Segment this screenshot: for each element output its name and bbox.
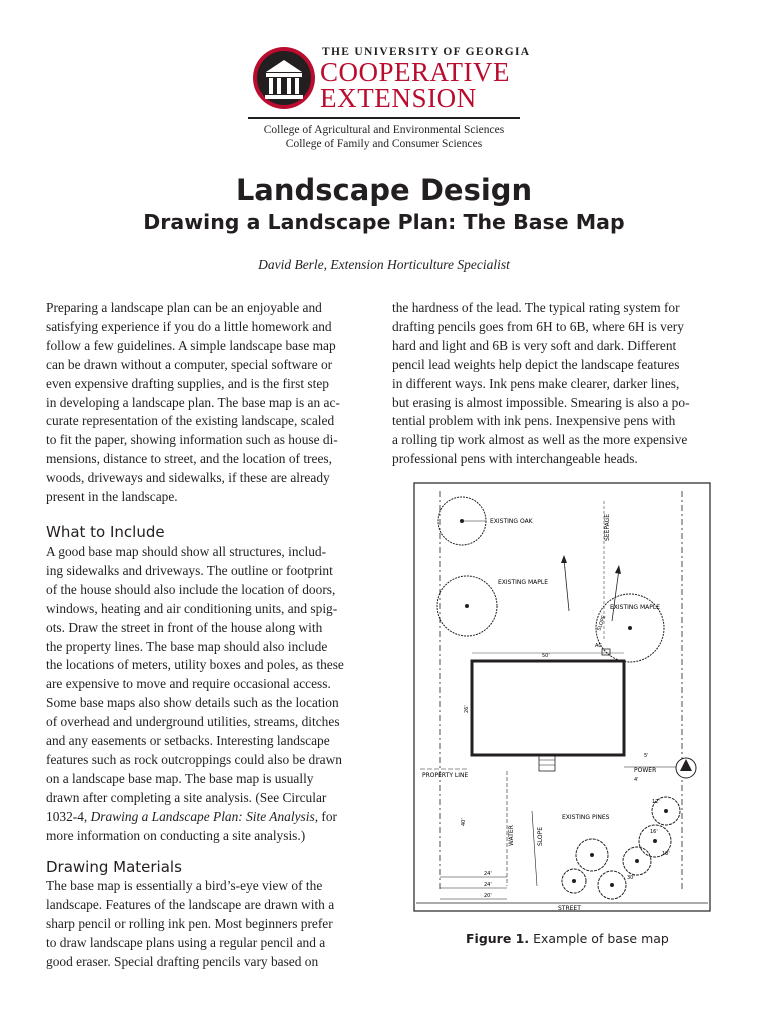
author-line: David Berle, Extension Horticulture Specialist (258, 257, 510, 272)
extension-wordmark: EXTENSION (320, 83, 477, 113)
caption-text: Example of base map (529, 931, 669, 946)
label-dim-top: 50' (542, 653, 550, 659)
text-fragment: 1032-4, (46, 808, 91, 824)
text-line: the property lines. The base map should also include (46, 638, 328, 654)
text-line: tential problem with ink pens. Inexpensive pens with (392, 413, 676, 429)
label-dim-5: 5' (644, 753, 649, 759)
text-line: present in the landscape. (46, 489, 178, 505)
text-line: of overhead and underground utilities, streams, ditches (46, 714, 340, 730)
label-dim-4: 4' (634, 777, 639, 783)
text-line-with-citation (46, 808, 344, 827)
text-line: windows, heating and air conditioning units, and spig- (46, 600, 338, 616)
text-line: good eraser. Special drafting pencils vary based on (46, 953, 319, 969)
label-dim-24a: 24' (484, 871, 492, 877)
text-line: The base map is essentially a bird’s-eye view of the (46, 878, 323, 893)
text-line: ing sidewalks and driveways. The outline or footprint (46, 562, 333, 578)
label-slope-2: SLOPE (596, 614, 608, 632)
arch-logo-icon (252, 46, 316, 110)
text-line: satisfying experience if you do a little homework and (46, 318, 332, 334)
text-line: can be drawn without a computer, special software or (46, 356, 333, 372)
text-line: drafting pencils goes from 6H to 6B, where 6H is very (392, 318, 684, 334)
text-line: features such as rock outcroppings could also be drawn (46, 751, 342, 767)
extension-logo (252, 42, 531, 114)
label-existing-oak: EXISTING OAK (490, 518, 533, 525)
text-line: Some base maps also show details such as the location (46, 695, 339, 711)
base-map-figure (412, 481, 712, 913)
label-dim-16: 16' (650, 829, 658, 835)
figure-caption (466, 931, 669, 946)
text-line: a rolling tip work almost as well as the more expensive (392, 432, 688, 448)
college-line-2: College of Family and Consumer Sciences (285, 138, 483, 150)
intro-paragraph (46, 299, 340, 507)
header-divider (248, 117, 520, 119)
text-line: A good base map should show all structures, includ- (46, 544, 327, 559)
text-line: to draw landscape plans using a regular pencil and a (46, 934, 326, 950)
label-dim-24b: 24' (484, 882, 492, 888)
section-heading-what-to-include: What to Include (46, 523, 165, 541)
label-street: STREET (558, 905, 581, 912)
college-line-1: College of Agricultural and Environmental Sciences (263, 124, 505, 136)
text-line: landscape. Features of the landscape are drawn with a (46, 896, 335, 912)
text-line: sharp pencil or rolling ink pen. Most beginners prefer (46, 915, 333, 931)
label-existing-pines: EXISTING PINES (562, 814, 610, 821)
text-line: professional pens with interchangeable heads. (392, 451, 638, 467)
text-line: in different ways. Ink pens make clearer, darker lines, (392, 375, 680, 391)
text-line: on a landscape base map. The base map is usually (46, 770, 314, 786)
label-power: POWER (634, 767, 657, 774)
text-line: drawn after completing a site analysis. (See Circular (46, 789, 327, 805)
text-line: and any easements or setbacks. Interesting landscape (46, 733, 330, 749)
text-line: the locations of meters, utility boxes and poles, as these (46, 657, 344, 673)
text-line: to fit the paper, showing information such as house di- (46, 432, 338, 448)
page-title: Landscape Design (235, 173, 533, 207)
right-column-paragraph (392, 299, 690, 469)
label-existing-maple-right: EXISTING MAPLE (610, 604, 660, 611)
label-dim-18: 18' (662, 851, 670, 857)
text-line: even expensive drafting supplies, and is the first step (46, 375, 329, 391)
text-line: pencil lead weights help depict the landscape features (392, 356, 680, 372)
text-line: the hardness of the lead. The typical rating system for (392, 300, 680, 315)
section-heading-drawing-materials: Drawing Materials (46, 858, 182, 876)
text-fragment: , for (314, 808, 337, 824)
label-dim-side: 26' (464, 705, 470, 713)
label-dim-30: 30' (627, 875, 635, 881)
label-property-line: PROPERTY LINE (422, 772, 469, 779)
text-line: are expensive to move and require occasional access. (46, 676, 331, 692)
cooperative-wordmark: COOPERATIVE (320, 57, 511, 87)
university-name: THE UNIVERSITY OF GEORGIA (322, 46, 531, 58)
text-line: woods, driveways and sidewalks, if these are already (46, 470, 330, 486)
label-ac: AC (595, 643, 602, 649)
label-water: WATER (508, 825, 515, 846)
text-line: ots. Draw the street in front of the house along with (46, 619, 323, 635)
text-line: mensions, distance to street, and the location of trees, (46, 451, 332, 467)
text-line: Preparing a landscape plan can be an enjoyable and (46, 300, 322, 315)
figure-frame (414, 483, 710, 911)
citation-title: Drawing a Landscape Plan: Site Analysis (90, 808, 315, 824)
drawing-materials-paragraph (46, 877, 334, 972)
text-line: follow a few guidelines. A simple landscape base map (46, 337, 336, 353)
text-line: hard and light and 6B is very soft and dark. Different (392, 337, 677, 353)
text-line: curate representation of the existing landscape, scaled (46, 413, 335, 429)
label-seepage: SEEPAGE (604, 513, 611, 541)
label-dim-left: 40' (461, 818, 467, 826)
what-to-include-paragraph (46, 543, 344, 846)
caption-label: Figure 1. (466, 931, 530, 946)
label-existing-maple-left: EXISTING MAPLE (498, 579, 548, 586)
text-line: in developing a landscape plan. The base map is an ac- (46, 394, 340, 410)
label-dim-12: 12' (652, 799, 660, 805)
text-line: more information on conducting a site analysis.) (46, 827, 306, 843)
text-line: but erasing is almost impossible. Smearing is also a po- (392, 394, 690, 410)
label-dim-20: 20' (484, 893, 492, 899)
text-line: of the house should also include the location of doors, (46, 581, 336, 597)
page-subtitle: Drawing a Landscape Plan: The Base Map (143, 210, 625, 234)
label-slope-1: SLOPE (537, 826, 544, 846)
